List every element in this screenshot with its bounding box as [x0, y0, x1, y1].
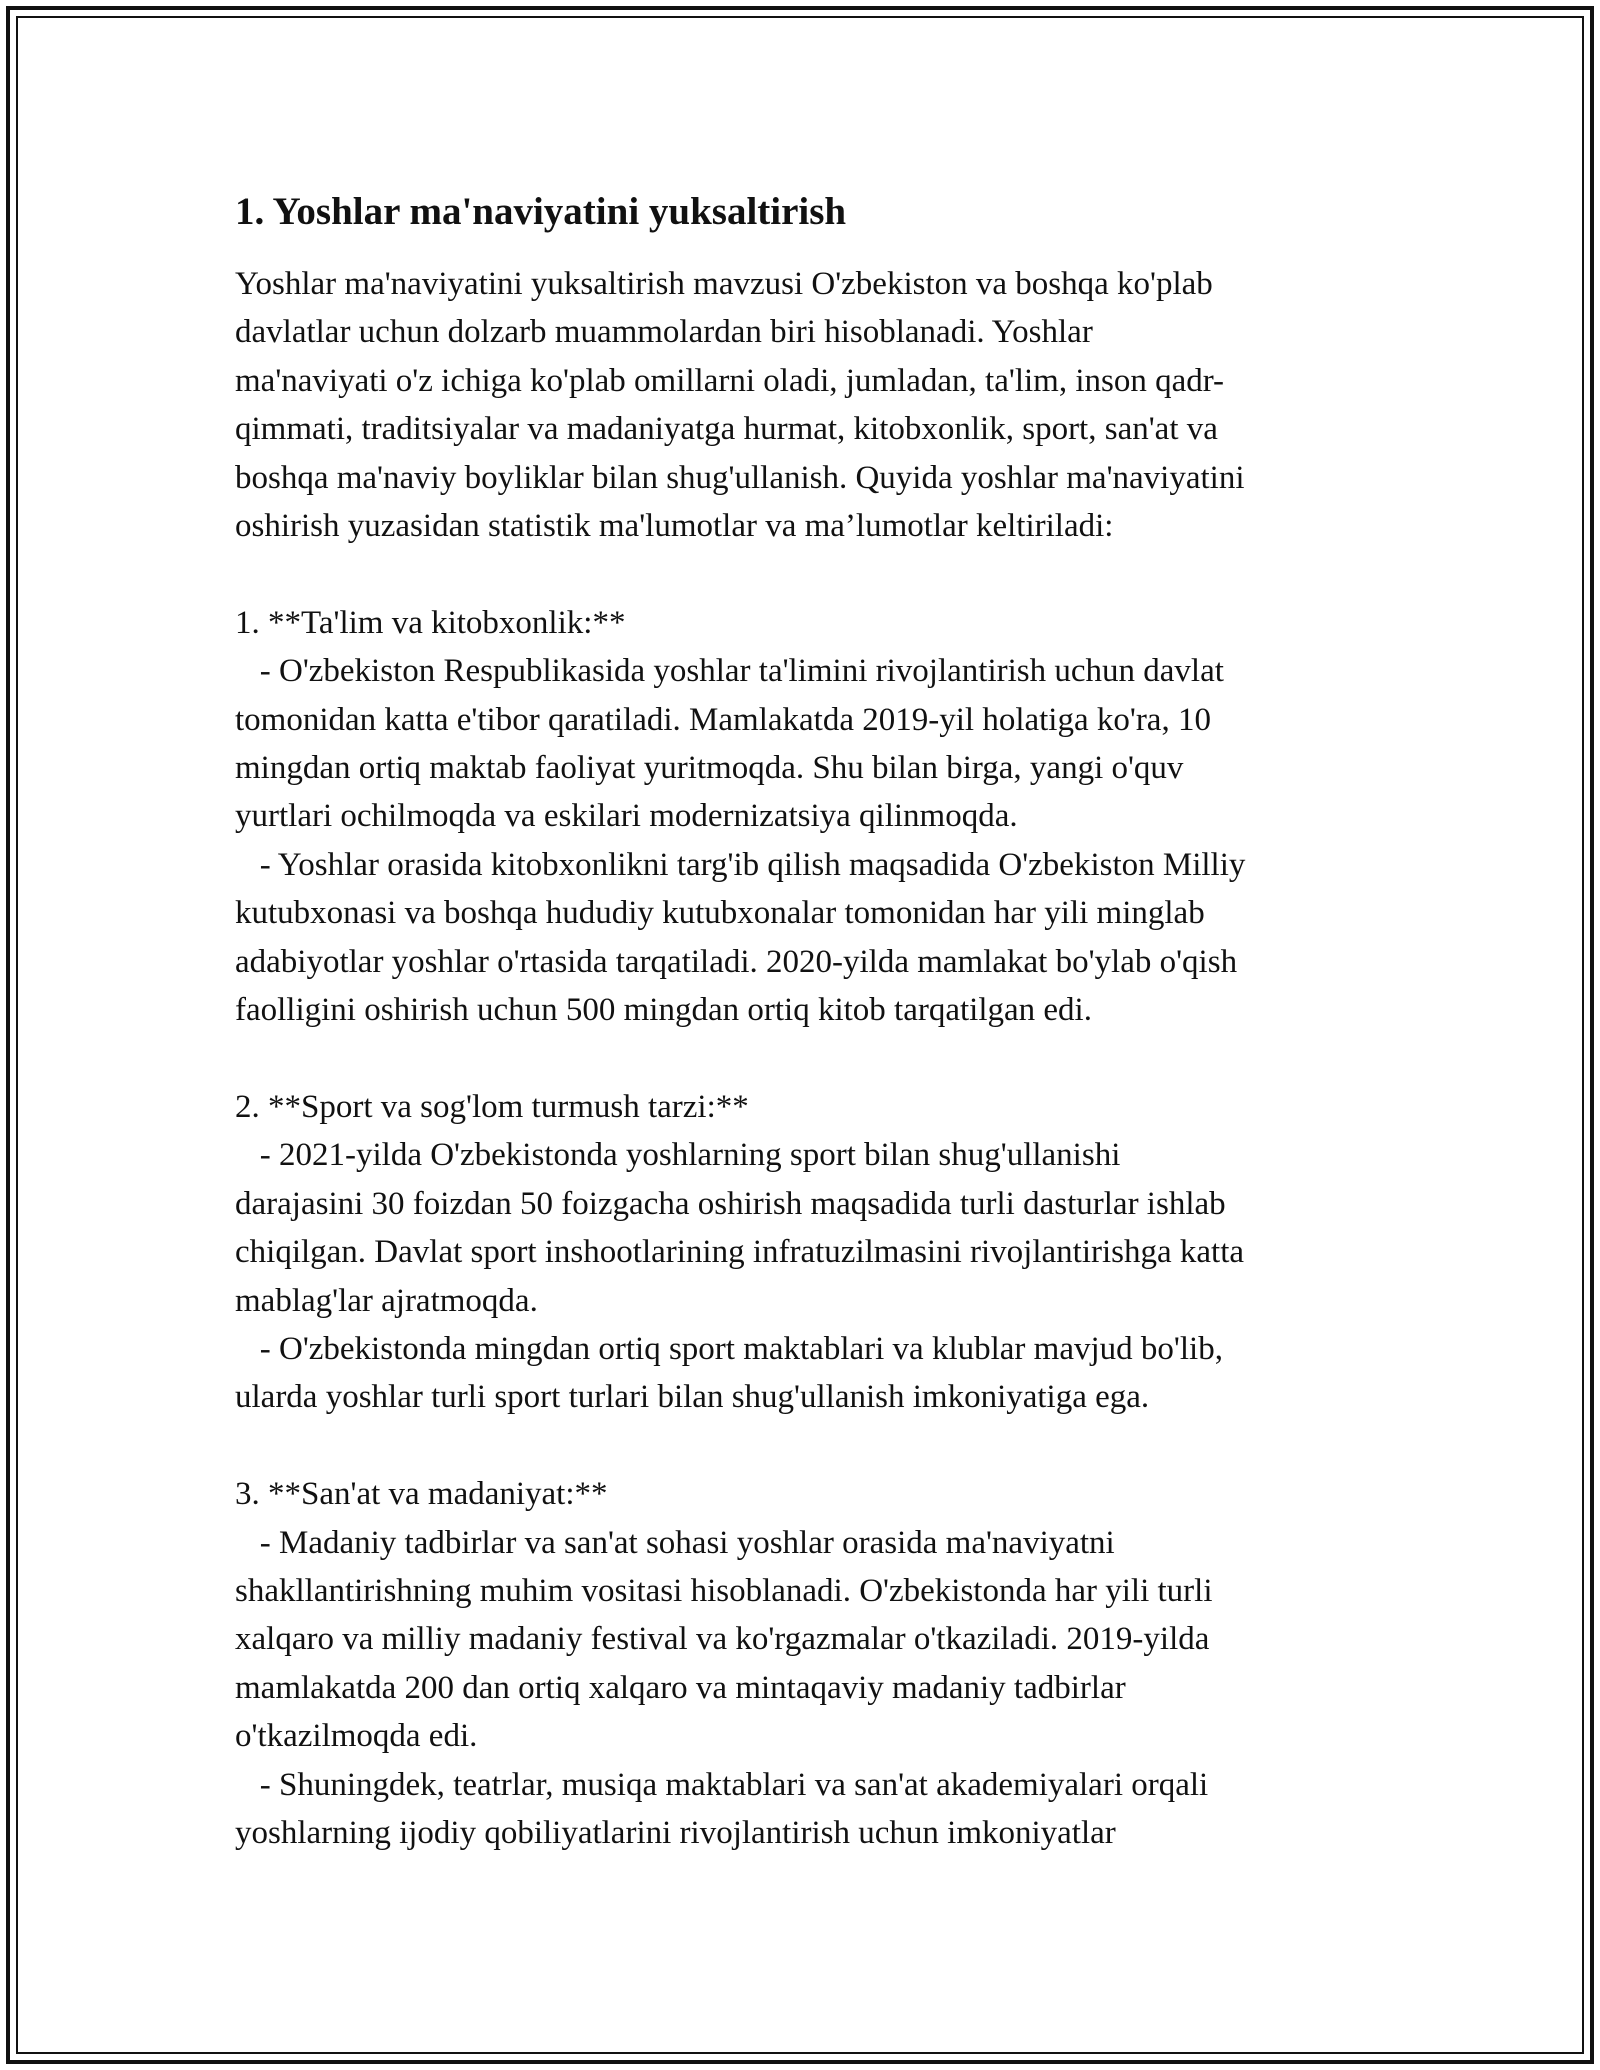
document-title: 1. Yoshlar ma'naviyatini yuksaltirish — [235, 190, 847, 233]
document-content — [235, 186, 1385, 1857]
document-body: Yoshlar ma'naviyatini yuksaltirish mavzusi O'zbekiston va boshqa ko'plab davlatlar uchun dolzarb muammolardan biri hisoblanadi. Yoshlar ma'naviyati o'z ichiga ko'plab omillarni oladi, jumladan, ta'lim, inson qadr- qimmati, traditsiyalar va madaniyatga hurmat, kitobxonlik, sport, san'at va boshqa ma'naviy boyliklar bilan shug'ullanish. Quyida yoshlar ma'naviyatini oshirish yuzasidan statistik ma'lumotlar va ma’lumotlar keltiriladi: 1. **Ta'lim va kitobxonlik:** - O'zbekiston Respublikasida yoshlar ta'limini rivojlantirish uchun davlat tomonidan katta e'tibor qaratiladi. Mamlakatda 2019-yil holatiga ko'ra, 10 mingdan ortiq maktab faoliyat yuritmoqda. Shu bilan birga, yangi o'quv yurtlari ochilmoqda va eskilari modernizatsiya qilinmoqda. - Yoshlar orasida kitobxonlikni targ'ib qilish maqsadida O'zbekiston Milliy kutubxonasi va boshqa hududiy kutubxonalar tomonidan har yili minglab adabiyotlar yoshlar o'rtasida tarqatiladi. 2020-yilda mamlakat bo'ylab o'qish faolligini oshirish uchun 500 mingdan ortiq kitob tarqatilgan edi. 2. **Sport va sog'lom turmush tarzi:** - 2021-yilda O'zbekistonda yoshlarning sport bilan shug'ullanishi darajasini 30 foizdan 50 foizgacha oshirish maqsadida turli dasturlar ishlab chiqilgan. Davlat sport inshootlarining infratuzilmasini rivojlantirishga katta mablag'lar ajratmoqda. - O'zbekistonda mingdan ortiq sport maktablari va klublar mavjud bo'lib, ularda yoshlar turli sport turlari bilan shug'ullanish imkoniyatiga ega. 3. **San'at va madaniyat:** - Madaniy tadbirlar va san'at sohasi yoshlar orasida ma'naviyatni shakllantirishning muhim vositasi hisoblanadi. O'zbekistonda har yili turli xalqaro va milliy madaniy festival va ko'rgazmalar o'tkaziladi. 2019-yilda mamlakatda 200 dan ortiq xalqaro va mintaqaviy madaniy tadbirlar o'tkazilmoqda edi. - Shuningdek, teatrlar, musiqa maktablari va san'at akademiyalari orqali yoshlarning ijodiy qobiliyatlarini rivojlantirish uchun imkoniyatlar — [235, 266, 1246, 1851]
